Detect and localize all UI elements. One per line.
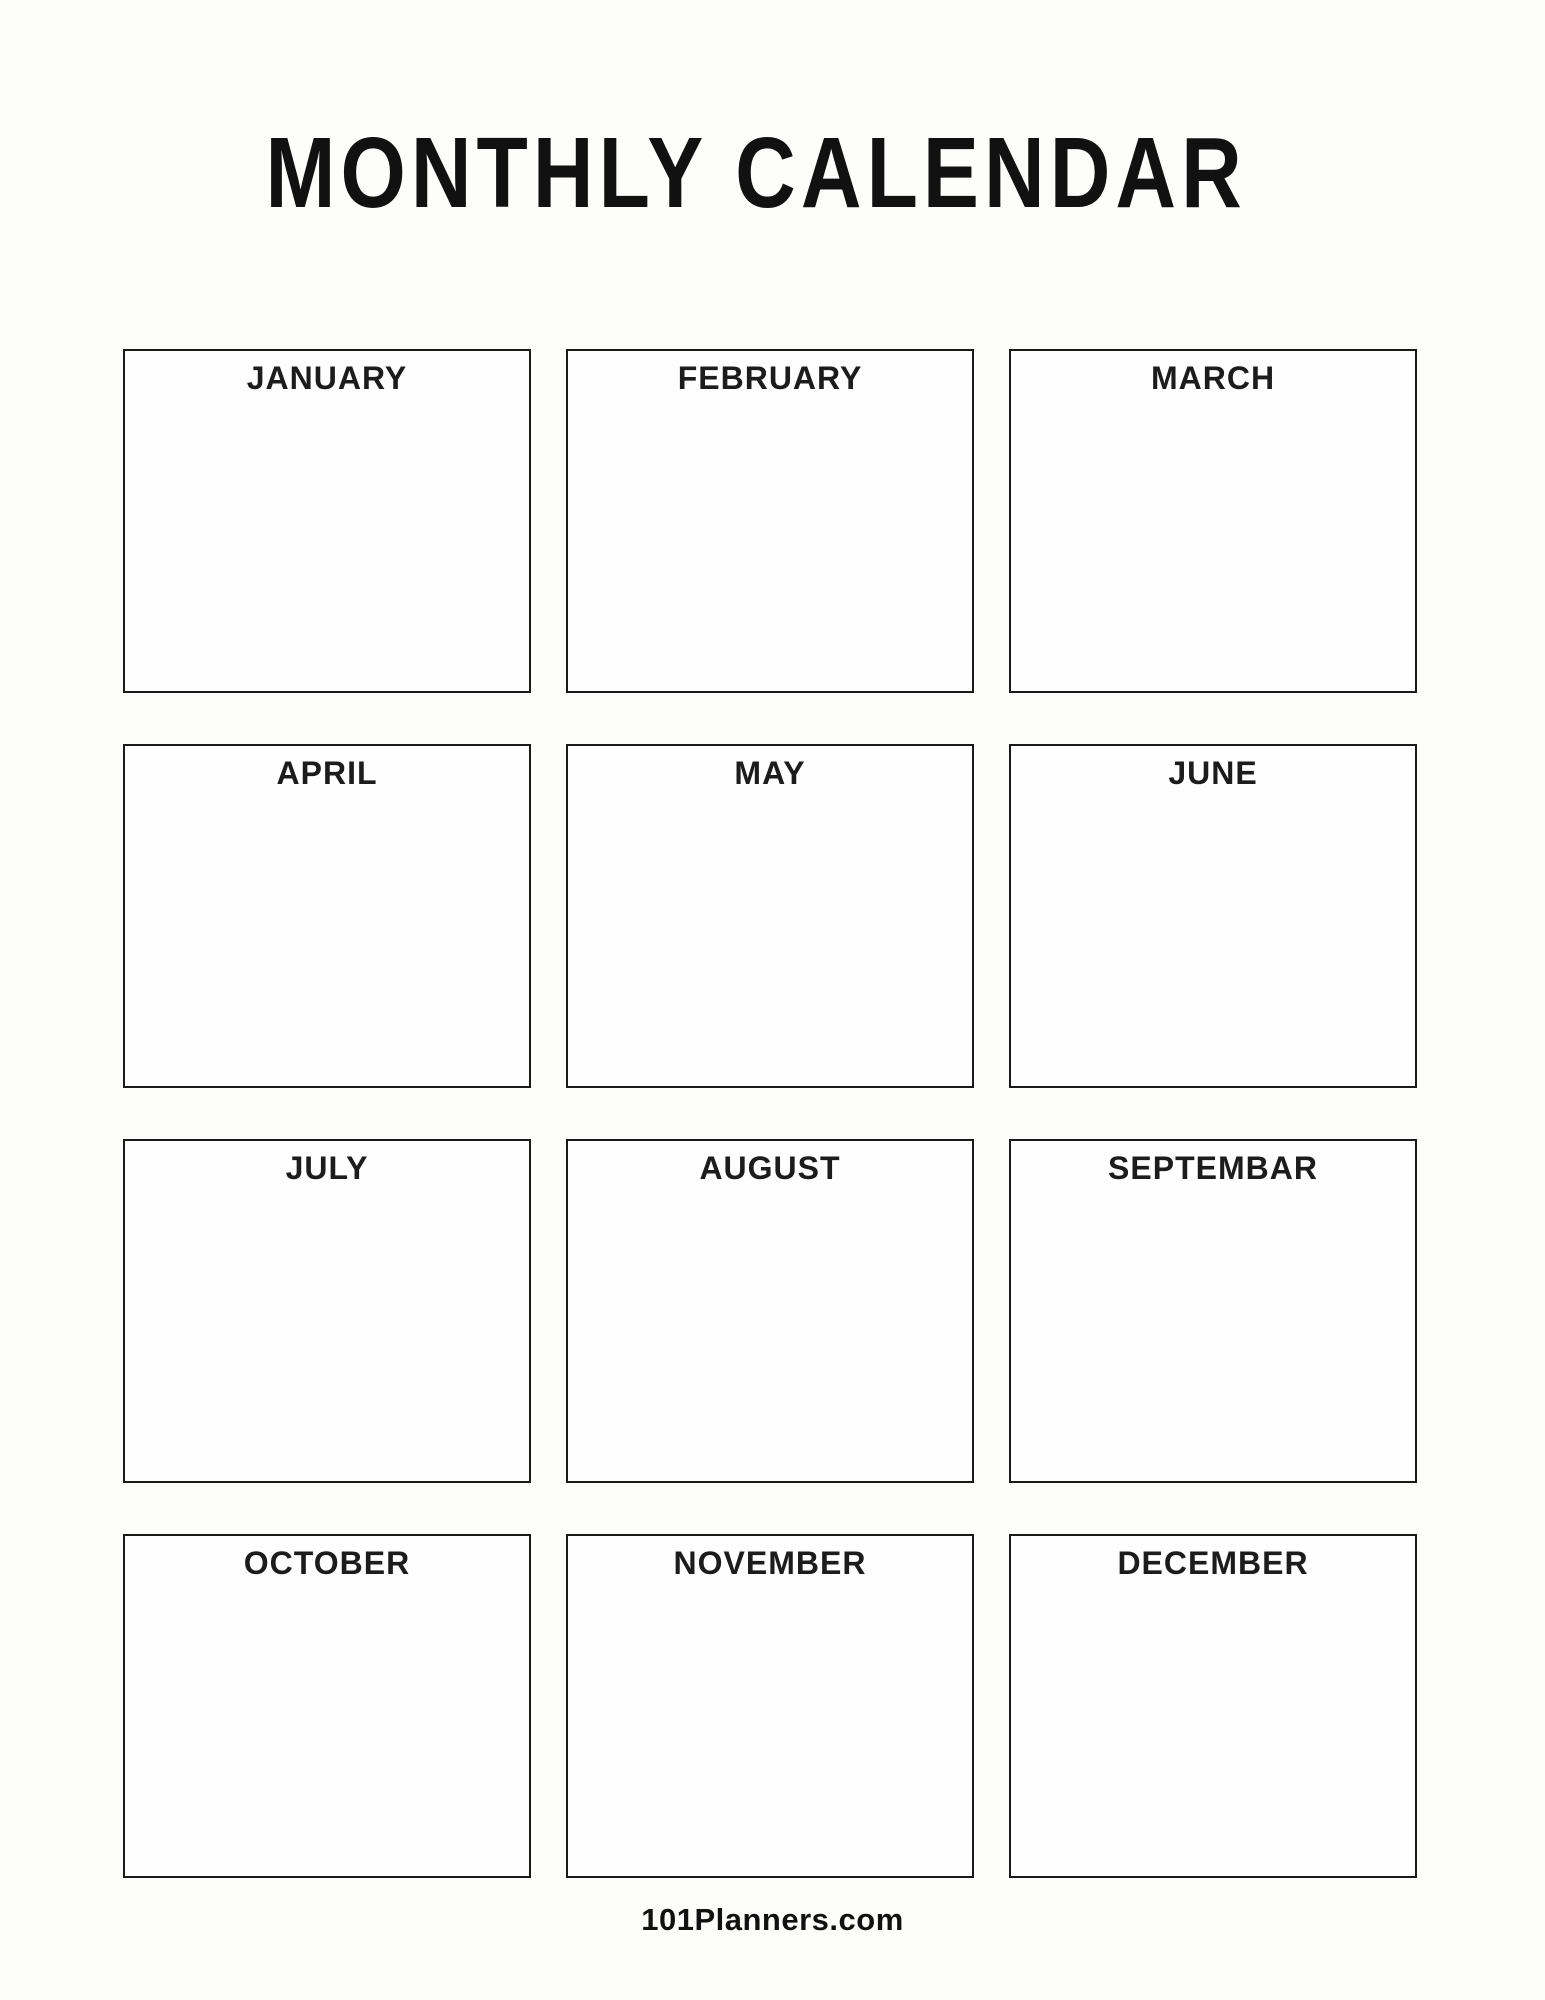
month-box-july: [123, 1139, 531, 1483]
month-label-december: DECEMBER: [1117, 1545, 1309, 1581]
month-label-june: JUNE: [1168, 755, 1258, 791]
month-label-september: SEPTEMBAR: [1108, 1150, 1318, 1186]
month-label-march: MARCH: [1150, 360, 1276, 396]
month-box-january: [123, 349, 531, 693]
month-label-january: JANUARY: [246, 360, 408, 396]
footer-area: [0, 1902, 1545, 1938]
month-label-november: NOVEMBER: [673, 1545, 867, 1581]
month-label-april: APRIL: [276, 755, 378, 791]
month-label-october: OCTOBER: [243, 1545, 411, 1581]
month-box-march: [1009, 349, 1417, 693]
month-box-april: [123, 744, 531, 1088]
months-grid: [123, 349, 1417, 1878]
month-label-may: MAY: [734, 755, 806, 791]
month-box-october: [123, 1534, 531, 1878]
month-label-july: JULY: [285, 1150, 369, 1186]
month-label-february: FEBRUARY: [677, 360, 863, 396]
month-box-june: [1009, 744, 1417, 1088]
month-box-november: [566, 1534, 974, 1878]
month-label-august: AUGUST: [699, 1150, 841, 1186]
footer-site-name: 101Planners.com: [641, 1902, 904, 1937]
month-box-august: [566, 1139, 974, 1483]
month-box-december: [1009, 1534, 1417, 1878]
month-box-may: [566, 744, 974, 1088]
month-box-february: [566, 349, 974, 693]
month-box-september: [1009, 1139, 1417, 1483]
title-area: [0, 117, 1513, 229]
page-title: MONTHLY CALENDAR: [265, 117, 1248, 229]
